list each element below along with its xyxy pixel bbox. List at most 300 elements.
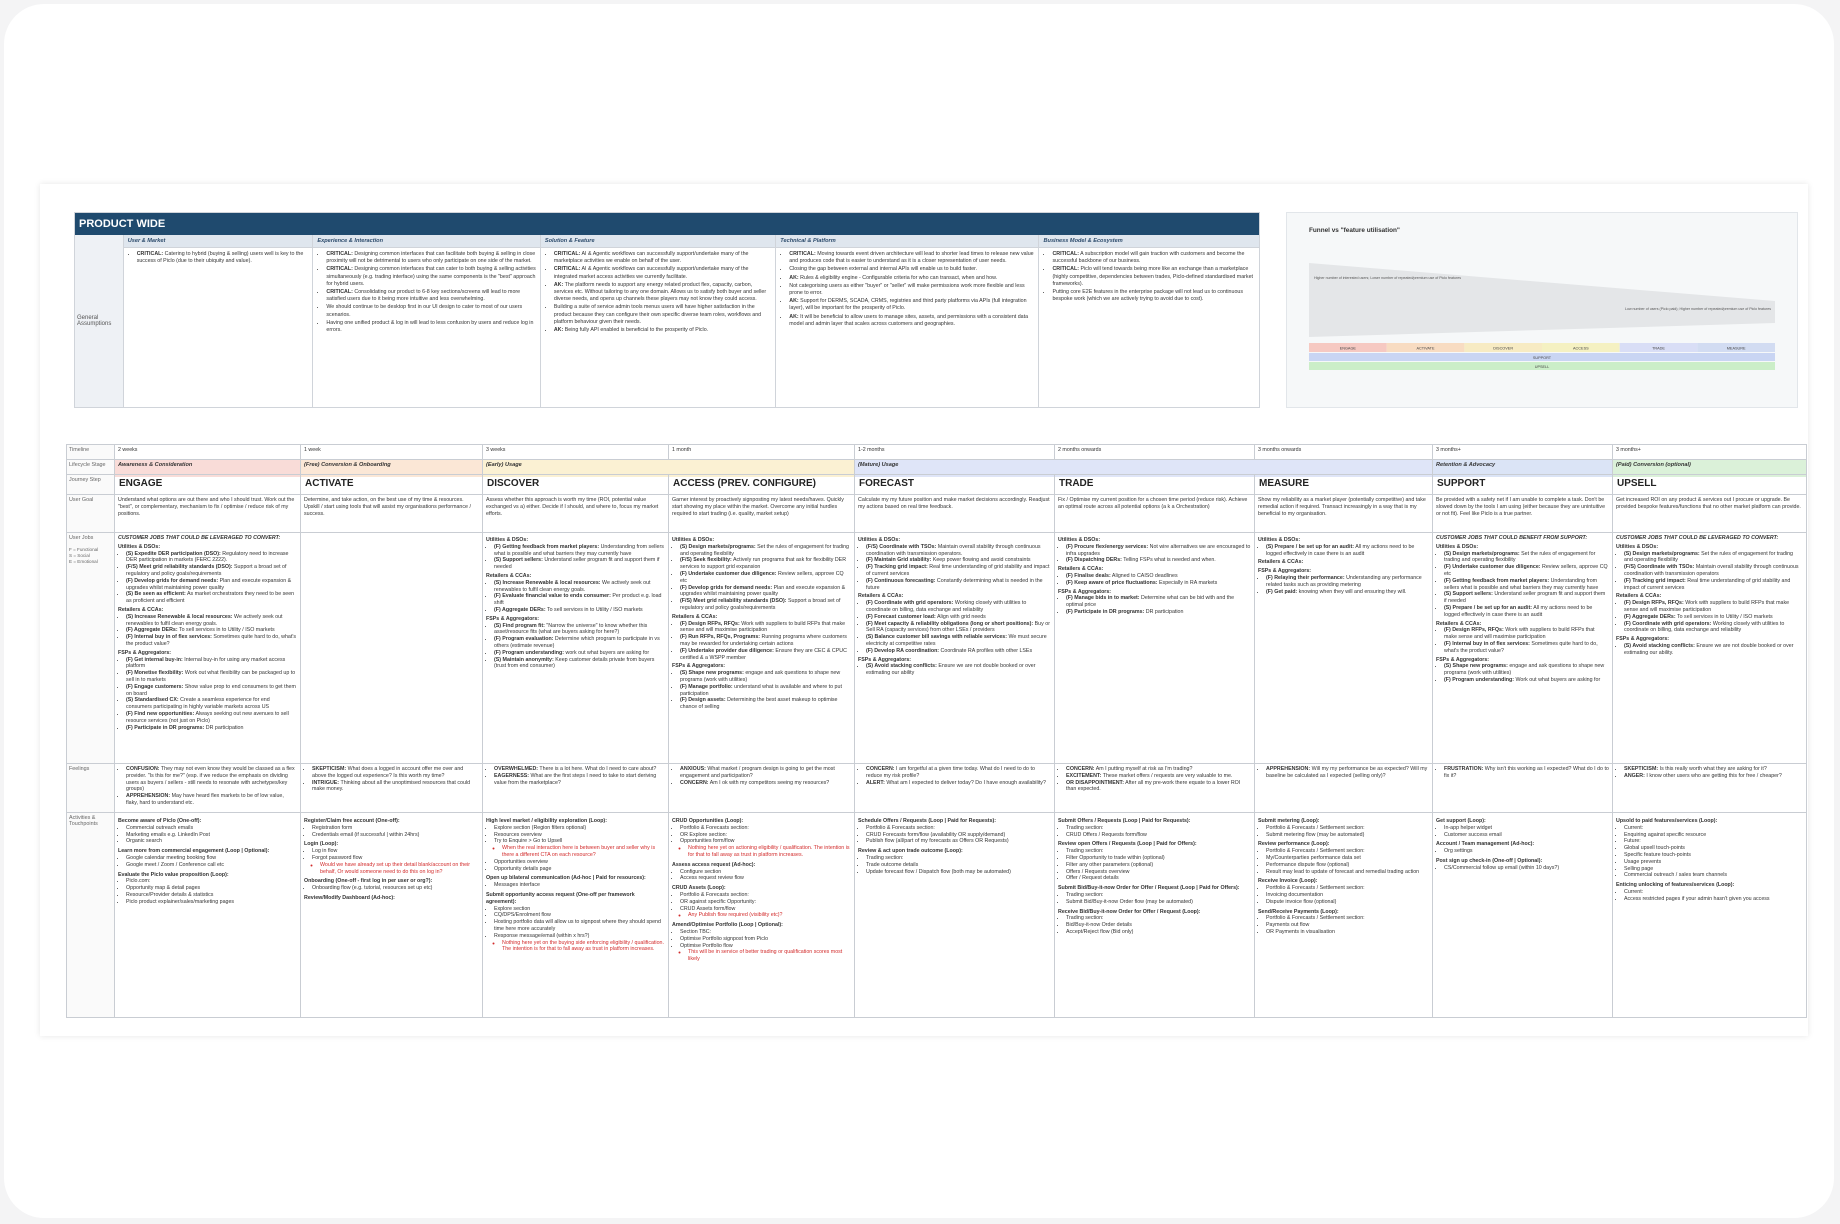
feeling-text: What does a logged in account offer me over and above the logged out experience? Is this worth my time? — [312, 766, 464, 779]
jobs-list — [1436, 663, 1609, 683]
job-title: (F) Internal buy in of flex services: — [1444, 640, 1530, 647]
journey-step-title: SUPPORT — [1433, 475, 1613, 494]
journey-step-title: UPSELL — [1613, 475, 1807, 494]
job-title: (F) Evaluate financial value to ends consumer: — [494, 593, 611, 600]
activity-item: • Submit metering flow (may be automated) — [1266, 832, 1429, 839]
job-item — [1624, 643, 1803, 657]
activity-list — [1436, 865, 1609, 872]
job-title: (F) Manage portfolio: — [680, 683, 733, 690]
activity-note: ◦ Nothing here yet on actioning eligibility / qualification. The intention is for that to fall away as trust in platform increases. — [688, 845, 851, 859]
jobs-list — [486, 580, 665, 614]
job-title: (F) Relaying their performance: — [1266, 574, 1345, 581]
job-text: Maintain overall stability through continuous coordination with transmission operators — [1624, 564, 1799, 577]
job-item — [680, 648, 851, 662]
activities-cell — [1055, 813, 1255, 1017]
activity-item: • Marketing emails e.g. LinkedIn Post — [126, 832, 297, 839]
timeline-cell: 1 month — [669, 445, 855, 459]
activity-item: • Accept/Reject flow (Bid only) — [1066, 929, 1251, 936]
activity-heading: Account / Team management (Ad-hoc): — [1436, 841, 1535, 848]
feeling-text: There is a lot here. What do I need to care about? — [538, 766, 657, 772]
feeling-title: CONCERN: — [866, 766, 895, 772]
job-title: (F) Develop RA coordination: — [866, 647, 940, 654]
journey-step-title: ACTIVATE — [301, 475, 483, 494]
job-title: (S) Standardised CX: — [126, 697, 179, 704]
job-item — [494, 607, 665, 614]
activities-cell — [301, 813, 483, 1017]
activity-item: • Usage prevents — [1624, 859, 1803, 866]
job-item — [126, 591, 297, 605]
assumption-column-body — [124, 248, 313, 269]
journey-row-label: Timeline — [67, 445, 115, 459]
jobs-group-heading: Utilities & DSOs: — [1258, 537, 1301, 543]
job-title: (F) Develop grids for demand needs: — [126, 577, 219, 584]
job-title: (S) Shape new programs: — [680, 670, 744, 677]
assumption-list — [780, 251, 1034, 328]
job-title: (F) Keep aware of price fluctuations: — [1066, 579, 1158, 586]
activity-item: • Registration form — [312, 825, 479, 832]
assumption-text: Designing common interfaces that can facilitate both buying & selling in close proximity will not be detrimental to users who only participate on one side of the market. — [326, 251, 536, 265]
assumption-tag: AK: — [789, 313, 799, 320]
jobs-list — [1058, 595, 1251, 615]
product-wide-table — [74, 212, 1260, 408]
activity-list — [304, 825, 479, 839]
assumption-text: Being fully API enabled is beneficial to the prosperity of Piclo. — [563, 327, 709, 334]
feeling-item — [866, 766, 1051, 780]
job-text: To sell services in to Utility / ISO markets — [1675, 613, 1773, 620]
feelings-cell — [855, 764, 1055, 812]
jobs-list — [858, 663, 1051, 677]
feelings-cell — [1055, 764, 1255, 812]
activity-item: • Opportunities overview — [494, 859, 665, 866]
assumption-tag: CRITICAL: — [326, 251, 353, 257]
job-title: (S) Increase Renewable & local resources: — [494, 579, 601, 586]
product-wide-title: PRODUCT WIDE — [75, 213, 1259, 235]
journey-step-title: ACCESS (PREV. CONFIGURE) — [669, 475, 855, 494]
assumption-tag: CRITICAL: — [553, 266, 581, 273]
job-title: (S) Increase Renewable & local resources: — [126, 613, 233, 620]
activity-item: • Opportunities form/flow — [680, 838, 851, 845]
job-item — [866, 578, 1051, 592]
assumption-item: • We should continue to be desktop first in our UI design to cater to most of our users scenarios. — [326, 304, 535, 318]
feeling-text: Why isn't this working as I expected? What do I do to fix it? — [1444, 766, 1609, 779]
feeling-item — [312, 766, 479, 780]
activity-item: • CRUD Forecasts form/flow (availability OR supply/demand) — [866, 832, 1051, 839]
feeling-text: Is this really worth what they are asking for it? — [1658, 766, 1767, 772]
jobs-list — [118, 551, 297, 605]
activity-item: • Portfolio & Forecasts section: — [680, 825, 851, 832]
activity-item: • Portfolio & Forecasts section: — [680, 892, 851, 899]
journey-row-stage — [67, 475, 1807, 495]
job-title: (S) Find program fit: — [494, 622, 545, 629]
user-jobs-cell — [1433, 533, 1613, 763]
activity-note-list — [680, 912, 851, 919]
journey-row-label: Activities & Touchpoints — [67, 813, 115, 1017]
job-text: Keep customer details private from buyers (trust from end consumer) — [494, 656, 655, 670]
jobs-list — [1058, 544, 1251, 564]
user-goal-cell: Calculate my my future position and make market decisions accordingly. Readjust my actions based on real time feedback. — [855, 495, 1055, 532]
activity-item: • Access request review flow — [680, 875, 851, 882]
job-item — [866, 600, 1051, 614]
job-text: Actively run programs that ask for flexibility DER services to support grid expansion — [680, 557, 847, 571]
jobs-list — [1616, 643, 1803, 657]
job-title: (F) Coordinate with grid operators: — [866, 600, 954, 607]
activity-note: ◦ Any Publish flow required (visibility etc)? — [688, 912, 851, 919]
job-item — [1624, 621, 1803, 635]
assumption-item — [789, 251, 1034, 265]
assumption-item — [1052, 251, 1255, 265]
job-text: Plan and execute expansion & upgrades whilst maintaining power quality — [126, 577, 292, 591]
journey-row-feelings — [67, 764, 1807, 813]
job-text: understand what is available and where to put participation — [680, 683, 842, 697]
activity-item: • Access restricted pages if your admin hasn't given you access — [1624, 896, 1803, 903]
job-title: (F) Engage customers: — [126, 683, 184, 690]
jobs-group-heading: FSPs & Aggregators: — [1616, 636, 1670, 643]
job-item — [494, 650, 665, 657]
job-title: (S) Shape new programs: — [1444, 663, 1508, 670]
job-item — [866, 544, 1051, 558]
job-item — [1066, 557, 1251, 564]
feeling-item — [126, 766, 297, 793]
activity-heading: Open up bilateral communication (Ad-hoc | Paid for resources): — [486, 875, 646, 882]
feeling-title: CONFUSION: — [126, 766, 160, 772]
job-text: engage and ask questions to shape new programs (work with utilities) — [680, 670, 841, 683]
feelings-list — [858, 766, 1051, 786]
activity-item: • Portfolio & Forecasts / Settlement section: — [1266, 885, 1429, 892]
assumption-column-body — [776, 248, 1038, 332]
assumption-text: It will be beneficial to allow users to manage sites, assets, and permissions with a consistent data model and admin layer that scales across customers and geographies. — [789, 313, 1029, 327]
activity-list — [1616, 825, 1803, 879]
activity-item: • Try to Enquire > Go to Upsell — [494, 838, 665, 845]
feeling-text: I know other users who are getting this for free / cheaper? — [1644, 772, 1782, 779]
job-text: Maintain overall stability through continuous coordination with transmission operators. — [866, 543, 1041, 557]
activity-item: • Optimise Portfolio signpost from Piclo — [680, 936, 851, 943]
activity-item: • Performance dispute flow (optional) — [1266, 862, 1429, 869]
activity-item: • Forgot password flow — [312, 855, 479, 862]
feeling-title: EXCITEMENT: — [1066, 772, 1102, 779]
assumption-column-header: User & Market — [124, 235, 313, 248]
activity-list — [1058, 825, 1251, 839]
jobs-group-heading: FSPs & Aggregators: — [1058, 588, 1112, 595]
jobs-list — [118, 657, 297, 732]
activity-item: • Trading section: — [1066, 848, 1251, 855]
activity-item: • In-app helper widget — [1444, 825, 1609, 832]
activity-item: • Commercial outreach emails — [126, 825, 297, 832]
feeling-title: ALERT: — [866, 779, 885, 786]
assumption-column — [541, 235, 776, 407]
activity-heading: CRUD Assets (Loop): — [672, 885, 726, 892]
activity-item: • Result may lead to update of forecast and remedial trading action — [1266, 869, 1429, 876]
job-item — [1066, 573, 1251, 580]
user-jobs-cell — [1613, 533, 1807, 763]
funnel-support-label: SUPPORT — [1532, 356, 1552, 360]
job-item — [1624, 600, 1803, 614]
jobs-group-heading: Retailers & CCAs: — [1058, 566, 1104, 573]
jobs-heading: CUSTOMER JOBS THAT COULD BENEFIT FROM SUPPORT: — [1436, 535, 1588, 541]
activity-list — [486, 859, 665, 873]
activity-item: • Opportunity map & detail pages — [126, 885, 297, 892]
activity-list — [672, 869, 851, 883]
job-text: Real time understanding of grid stability and impact of current services — [866, 564, 1050, 577]
job-text: Review sellers, approve CQ etc — [680, 570, 844, 584]
activity-list — [858, 855, 1051, 875]
feelings-list — [1436, 766, 1609, 780]
assumption-column-header: Experience & Interaction — [313, 235, 539, 248]
job-title: (F) Find new opportunities: — [126, 710, 195, 717]
activity-heading: Onboarding (One-off - first log in per user or org?): — [304, 878, 433, 885]
job-text: Per product e.g. load shift — [494, 593, 662, 607]
job-title: (F) Aggregate DERs: — [126, 627, 178, 634]
feeling-item — [1066, 780, 1251, 794]
job-title: (F) Design RFPs, RFQs: — [680, 620, 740, 627]
activity-item: • Hosting portfolio data will allow us to signpost where they should spend time here more accurately — [494, 919, 665, 933]
job-title: (S) Expedite DER participation (DSO): — [126, 550, 221, 557]
activities-cell — [115, 813, 301, 1017]
feeling-title: ANGER: — [1624, 772, 1645, 779]
feeling-text: What are the first steps I need to take to start deriving value from the marketplace? — [494, 772, 657, 786]
job-item — [126, 697, 297, 711]
assumption-text: Rules & eligibility engine - Configurable criteria for who can transact, when and how. — [798, 274, 998, 281]
assumption-list — [317, 251, 535, 334]
user-goal-cell: Assess whether this approach is worth my time (ROI, potential value exchanged vs a) either. Decide if I should, and where to, focus my market efforts. — [483, 495, 669, 532]
job-title: (F/S) Coordinate with TSOs: — [866, 543, 937, 550]
job-text: DR participation — [1144, 608, 1184, 615]
activity-item: • Commercial outreach / sales team channels — [1624, 872, 1803, 879]
assumption-tag: CRITICAL: — [136, 251, 164, 257]
activity-item: • Org settings — [1444, 848, 1609, 855]
job-item — [1444, 578, 1609, 592]
job-item — [126, 725, 297, 732]
assumption-column-body — [313, 248, 539, 338]
jobs-group-heading: Retailers & CCAs: — [672, 613, 718, 620]
activity-heading: Schedule Offers / Requests (Loop | Paid for Requests): — [858, 818, 997, 824]
job-text: Not wire alternatives we are encouraged to infra upgrades — [1066, 543, 1251, 557]
job-title: (F) Procure flex/energy services: — [1066, 543, 1149, 550]
feeling-text: They may not even know they would be classed as a flex provider. "Is this for me?" (esp. if we reduce the emphasis on dividing users as buyers / sellers - still needs to resonate with archetypes/key groups) — [126, 766, 295, 793]
job-title: (F) Meet capacity & reliability obligations (long or short positions): — [866, 620, 1034, 627]
job-item — [126, 551, 297, 565]
job-text: Keep power flowing and avoid constraints — [931, 557, 1031, 564]
job-text: Regulatory need to increase DER participation in markets (FERC 2222). — [126, 550, 289, 564]
job-text: Coordinate RA profiles with other LSEs — [939, 647, 1033, 654]
assumption-item — [789, 298, 1034, 312]
job-text: Align with grid needs — [935, 613, 986, 620]
activity-list — [1058, 848, 1251, 882]
job-text: We actively seek out renewables to fulfil clean energy goals. — [126, 613, 283, 627]
job-item — [494, 580, 665, 594]
job-title: (F) Aggregate DERs: — [494, 606, 546, 613]
activity-item: • Configure section — [680, 869, 851, 876]
job-item — [126, 684, 297, 698]
jobs-group-heading: Utilities & DSOs: — [486, 537, 529, 543]
jobs-list — [858, 600, 1051, 654]
job-item — [866, 614, 1051, 621]
activity-item: • Optimise Portfolio flow — [680, 943, 851, 950]
feeling-title: CONCERN: — [680, 779, 709, 786]
feelings-cell — [115, 764, 301, 812]
job-item — [126, 564, 297, 578]
activity-heading: Upsold to paid features/services (Loop): — [1616, 818, 1718, 824]
activity-list — [1258, 825, 1429, 839]
jobs-group-heading: FSPs & Aggregators: — [1258, 568, 1312, 575]
user-goal-cell: Garner interest by proactively signposting my latest needs/haves. Quickly start showing my place within the market. Overcome any initial hurdles required to start trading (i.e. quality, market setup) — [669, 495, 855, 532]
activity-item: • Resource/Provider details & statistics — [126, 892, 297, 899]
feeling-title: SKEPTICISM: — [312, 766, 347, 772]
job-text: Always seeking out new avenues to sell resource services (not just on Piclo) — [126, 710, 289, 724]
feelings-cell — [1613, 764, 1807, 812]
job-item — [680, 571, 851, 585]
activity-heading: Review/Modify Dashboard (Ad-hoc): — [304, 894, 395, 901]
assumption-item — [554, 282, 771, 304]
job-title: (S) Avoid stacking conflicts: — [866, 663, 937, 670]
activity-item: • Future: — [1624, 838, 1803, 845]
feeling-item — [680, 766, 851, 780]
job-item — [1624, 564, 1803, 578]
jobs-heading: CUSTOMER JOBS THAT COULD BE LEVERAGED TO CONVERT: — [1616, 535, 1779, 541]
job-item — [680, 670, 851, 684]
job-title: (S) Be seen as efficient: — [126, 591, 186, 598]
activity-list — [1436, 825, 1609, 839]
job-title: (F) Undertake customer due diligence: — [1444, 564, 1541, 571]
feelings-list — [1258, 766, 1429, 780]
activity-note: ◦ Would we have already set up their detail blank/account on their behalf, Or would someone need to do this on log in? — [320, 862, 479, 876]
job-text: Ensure they are CEC & CPUC certified & a WSPP member — [680, 647, 847, 661]
assumption-item — [554, 266, 771, 280]
activity-item: • My/Counterparties performance data set — [1266, 855, 1429, 862]
jobs-list — [486, 623, 665, 671]
journey-row-activities — [67, 813, 1807, 1018]
feeling-item — [494, 766, 665, 773]
job-item — [1266, 544, 1429, 558]
job-text: To sell services in to Utility / ISO markets — [545, 606, 643, 613]
job-item — [126, 634, 297, 648]
job-text: DR participation — [204, 724, 244, 731]
activity-list — [672, 825, 851, 859]
job-text: work out what buyers are asking for — [564, 649, 650, 656]
job-title: (F) Develop grids for demand needs: — [680, 584, 773, 591]
feeling-item — [1066, 773, 1251, 780]
product-wide-grid — [75, 235, 1259, 407]
jobs-group-heading: FSPs & Aggregators: — [672, 663, 726, 670]
job-text: Work out what buyers are asking for — [1514, 676, 1601, 683]
jobs-list — [672, 544, 851, 612]
activity-note-list — [312, 862, 479, 876]
user-goal-cell: Show my reliability as a market player (potentially competitive) and take remedial action if required. Transact increasingly in a way that is my beneficial to my organisation. — [1255, 495, 1433, 532]
activity-list — [1058, 892, 1251, 906]
jobs-list — [1258, 544, 1429, 558]
job-text: Constantly determining what is needed in the future — [866, 577, 1043, 591]
activity-item: • Invoicing documentation — [1266, 892, 1429, 899]
job-text: All my actions need to be logged effectively in case there is an audit — [1266, 543, 1415, 557]
feeling-text: After all my pre-work there equate to a lower ROI than expected. — [1066, 779, 1241, 793]
activity-heading: Review & act upon trade outcome (Loop): — [858, 848, 963, 855]
activity-heading: Submit metering (Loop): — [1258, 818, 1320, 824]
jobs-list — [858, 544, 1051, 592]
job-title: (F) Program understanding: — [1444, 676, 1515, 683]
activity-heading: Get support (Loop): — [1436, 818, 1486, 824]
activity-heading: Submit opportunity access request (One-off per framework agreement): — [486, 891, 635, 905]
jobs-list — [118, 614, 297, 648]
feeling-item — [1624, 766, 1803, 773]
job-item — [126, 670, 297, 684]
activity-item: • CRUD Assets form/flow — [680, 906, 851, 913]
activity-list — [1436, 848, 1609, 855]
activity-list — [118, 878, 297, 905]
activity-list — [672, 892, 851, 919]
user-jobs-cell — [301, 533, 483, 763]
job-text: Determining the best asset makeup to optimise chance of selling — [680, 697, 838, 711]
activity-list — [486, 882, 665, 889]
assumption-text: Consolidating our product to 6-8 key sections/screens will lead to more satisfied users due to it being more intuitive and less overwhelming. — [326, 289, 521, 303]
assumption-column-header: Solution & Feature — [541, 235, 775, 248]
activity-item: • CRUD Offers / Requests form/flow — [1066, 832, 1251, 839]
feelings-cell — [1433, 764, 1613, 812]
activity-heading: Learn more from commercial engagement (Loop | Optional): — [118, 848, 270, 855]
feelings-cell — [483, 764, 669, 812]
jobs-group-heading: FSPs & Aggregators: — [858, 656, 912, 663]
assumption-column-header: Business Model & Ecosystem — [1039, 235, 1259, 248]
feeling-item — [312, 780, 479, 794]
job-item — [866, 557, 1051, 564]
activity-item: • Current: — [1624, 889, 1803, 896]
board — [40, 184, 1808, 1036]
activities-cell — [483, 813, 669, 1017]
assumption-item — [554, 251, 771, 265]
jobs-list — [1616, 551, 1803, 592]
journey-row-label: Lifecycle Stage — [67, 460, 115, 474]
jobs-group-heading: Utilities & DSOs: — [1616, 543, 1659, 550]
job-item — [1624, 578, 1803, 592]
job-title: (F/S) Meet grid reliability standards (DSO): — [126, 564, 233, 571]
job-item — [1066, 609, 1251, 616]
activity-item: • Bid/Buy-it-now Order details — [1066, 922, 1251, 929]
feelings-cell — [1255, 764, 1433, 812]
activity-item: • Messages interface — [494, 882, 665, 889]
activity-item: • Explore section — [494, 906, 665, 913]
job-item — [866, 564, 1051, 578]
assumption-tag: CRITICAL: — [326, 266, 353, 273]
job-title: (F) Undertake customer due diligence: — [680, 570, 777, 577]
feeling-title: APPREHENSION: — [1266, 766, 1311, 772]
job-item — [1444, 627, 1609, 641]
job-title: (F) Continuous forecasting: — [866, 577, 936, 584]
job-item — [494, 593, 665, 607]
funnel-diagram — [1286, 212, 1798, 408]
funnel-segment-label: TRADE — [1652, 346, 1665, 351]
feeling-title: OVERWHELMED: — [494, 766, 539, 772]
journey-row-goal — [67, 495, 1807, 533]
job-item — [1066, 544, 1251, 558]
funnel-segment-label: ENGAGE — [1339, 346, 1356, 351]
job-title: (S) Avoid stacking conflicts: — [1624, 642, 1695, 649]
jobs-legend: F = Functional S = Social E = Emotional — [69, 547, 99, 564]
jobs-group-heading: Retailers & CCAs: — [486, 572, 532, 579]
job-text: Understand seller program fit and support them if needed — [494, 557, 660, 571]
jobs-group-heading: Utilities & DSOs: — [672, 537, 715, 543]
lifecycle-cell: (Paid) Conversion (optional) — [1613, 460, 1807, 474]
timeline-cell: 3 months+ — [1613, 445, 1807, 459]
job-title: (F) Get internal buy-in: — [126, 656, 183, 663]
feelings-list — [118, 766, 297, 807]
job-item — [494, 657, 665, 671]
activity-list — [1258, 848, 1429, 875]
activity-item: • Log in flow — [312, 848, 479, 855]
activity-item: • Offer / Request details — [1066, 875, 1251, 882]
job-text: Sometimes quite hard to do, what's the product value? — [126, 634, 296, 647]
job-title: (F) Getting feedback from market players: — [494, 543, 600, 550]
activity-item: • Explore section (Region filters optional) — [494, 825, 665, 832]
assumption-list — [1043, 251, 1255, 303]
activity-note: ◦ This will be in service of better trading or qualification scores most likely — [688, 949, 851, 963]
